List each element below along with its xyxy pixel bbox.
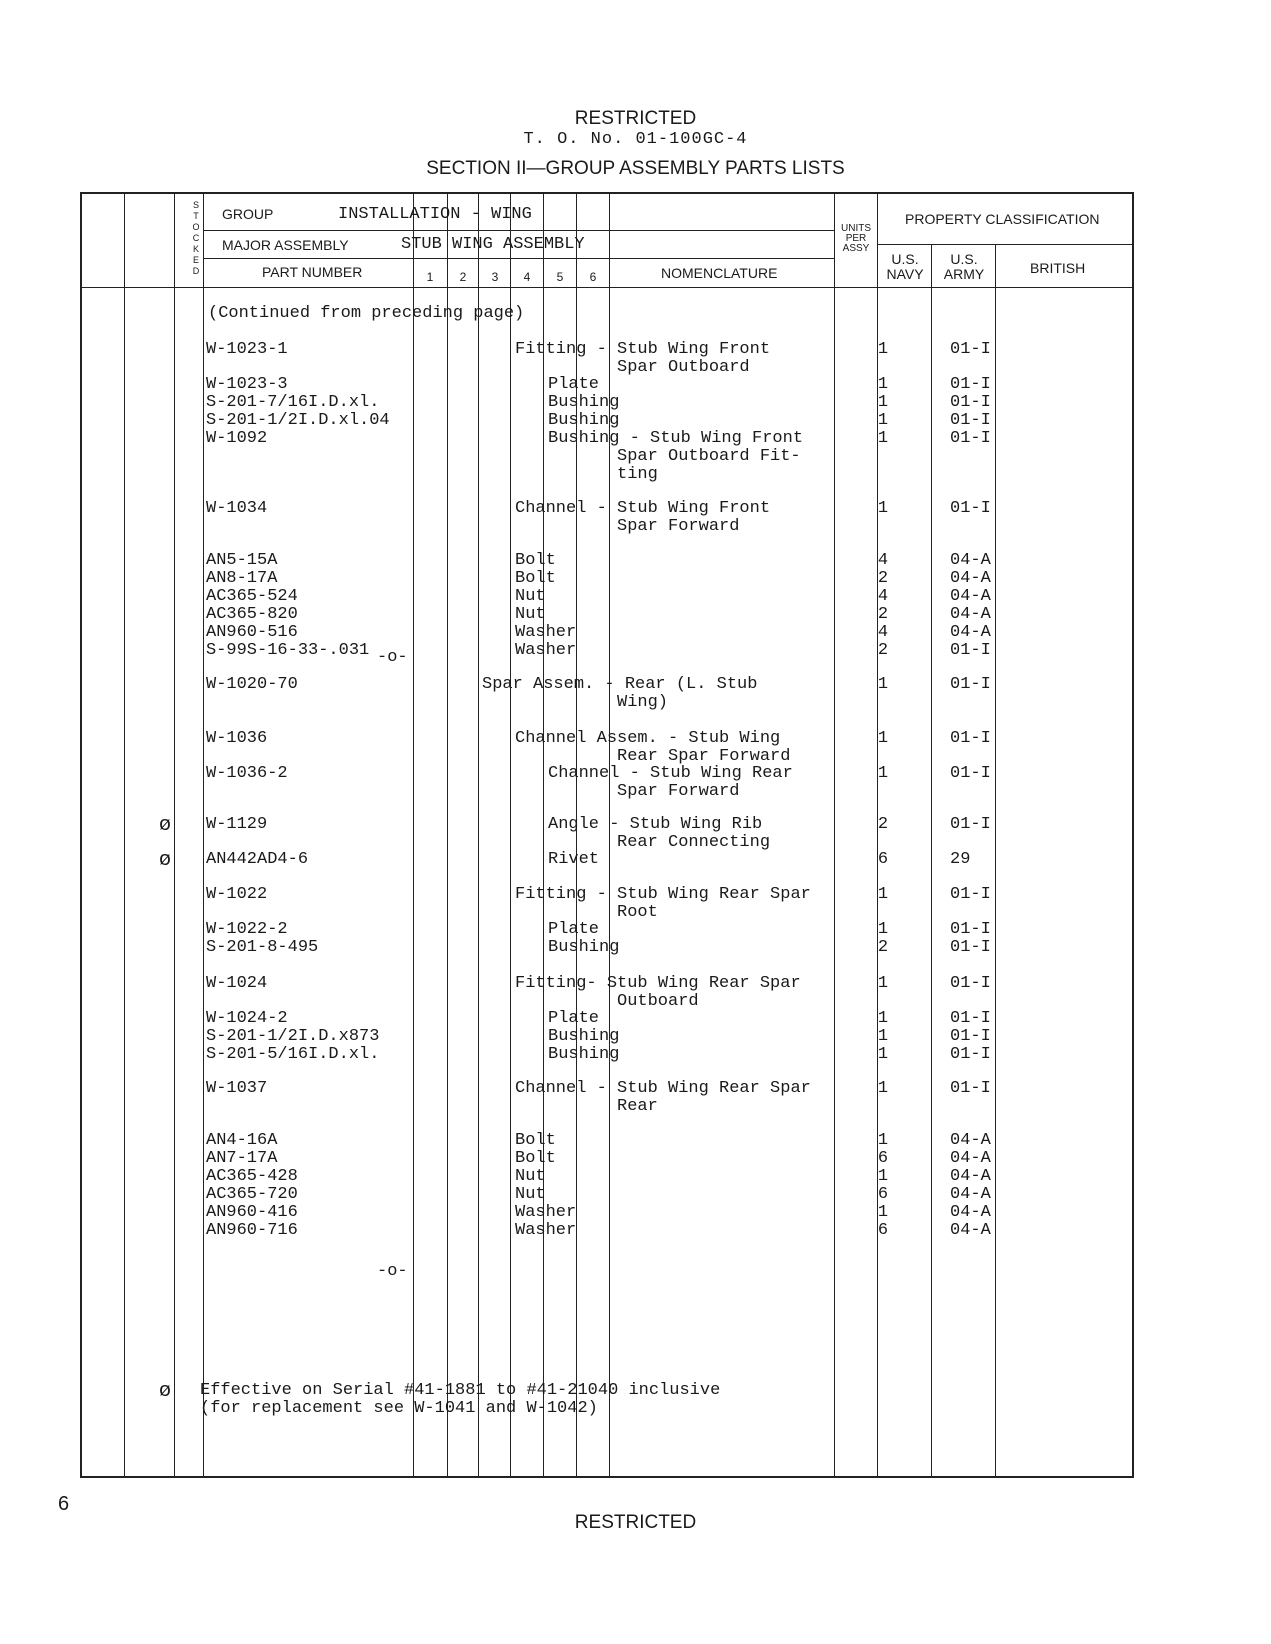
part-number: W-1036 (206, 729, 268, 748)
column-rule (124, 192, 125, 1478)
army-classification: 01-I (950, 1027, 991, 1046)
nomenclature: Bushing - Stub Wing Front (548, 429, 804, 448)
nomenclature: Bushing (548, 1027, 620, 1046)
col-3-header: 3 (491, 270, 499, 284)
part-number: AN7-17A (206, 1149, 278, 1168)
army-classification: 01-I (950, 938, 991, 957)
column-rule (543, 192, 544, 1478)
nomenclature: Channel - Stub Wing Rear (548, 764, 793, 783)
column-rule (510, 192, 511, 1478)
british-header: BRITISH (1030, 260, 1086, 276)
army-classification: 01-I (950, 429, 991, 448)
army-classification: 01-I (950, 375, 991, 394)
units-per-assy: 6 (877, 1221, 889, 1240)
units-per-assy: 1 (877, 1079, 889, 1098)
units-per-assy: 1 (877, 411, 889, 430)
army-classification: 01-I (950, 729, 991, 748)
group-separator: -o- (377, 648, 408, 667)
units-per-assy: 2 (877, 605, 889, 624)
nomenclature-header: NOMENCLATURE (661, 265, 778, 281)
army-classification: 04-A (950, 1149, 991, 1168)
part-number: AN442AD4-6 (206, 850, 309, 869)
army-classification: 04-A (950, 1185, 991, 1204)
nomenclature: Plate (548, 1009, 600, 1028)
army-classification: 04-A (950, 1167, 991, 1186)
army-classification: 01-I (950, 1079, 991, 1098)
army-classification: 04-A (950, 1131, 991, 1150)
part-number: S-201-1/2I.D.x873 (206, 1027, 380, 1046)
nomenclature-continued: Outboard (617, 992, 699, 1011)
column-rule (609, 192, 610, 1478)
army-classification: 01-I (950, 340, 991, 359)
col-4-header: 4 (523, 270, 531, 284)
units-per-assy: 1 (877, 764, 889, 783)
army-classification: 01-I (950, 499, 991, 518)
army-classification: 01-I (950, 1045, 991, 1064)
units-per-assy: 1 (877, 1045, 889, 1064)
nomenclature-continued: Rear Spar Forward (617, 747, 791, 766)
nomenclature: Nut (515, 1185, 546, 1204)
part-number: AN8-17A (206, 569, 278, 588)
us-army-header: U.S. ARMY (943, 251, 985, 282)
part-number: W-1034 (206, 499, 268, 518)
column-rule (413, 192, 414, 1478)
technical-order-number: T. O. No. 01-100GC-4 (523, 130, 748, 149)
nomenclature-continued: Spar Outboard (617, 358, 750, 377)
units-per-assy: 1 (877, 375, 889, 394)
units-per-assy: 1 (877, 675, 889, 694)
part-number: AN960-716 (206, 1221, 298, 1240)
units-per-assy: 2 (877, 815, 889, 834)
header-rule (877, 244, 1134, 245)
column-rule (931, 244, 932, 1478)
part-number: S-201-1/2I.D.xl.04 (206, 411, 390, 430)
nomenclature: Bolt (515, 1149, 556, 1168)
army-classification: 04-A (950, 569, 991, 588)
nomenclature: Fitting - Stub Wing Front (515, 340, 771, 359)
army-classification: 04-A (950, 605, 991, 624)
group-label: GROUP (222, 206, 274, 222)
nomenclature: Plate (548, 920, 600, 939)
header-rule (80, 287, 1134, 288)
army-classification: 01-I (950, 815, 991, 834)
column-rule (834, 192, 835, 1478)
nomenclature: Bolt (515, 551, 556, 570)
part-number: W-1024 (206, 974, 268, 993)
part-number: AN960-516 (206, 623, 298, 642)
units-per-assy: 4 (877, 551, 889, 570)
revision-mark: ø (159, 814, 172, 837)
part-number: S-201-7/16I.D.xl. (206, 393, 380, 412)
footnote-line-1: Effective on Serial #41-1881 to #41-21040 inclusive (200, 1381, 721, 1400)
units-per-assy: 1 (877, 1131, 889, 1150)
units-per-assy: 1 (877, 340, 889, 359)
army-classification: 01-I (950, 641, 991, 660)
part-number: W-1023-1 (206, 340, 288, 359)
nomenclature: Rivet (548, 850, 600, 869)
army-classification: 01-I (950, 393, 991, 412)
nomenclature: Plate (548, 375, 600, 394)
nomenclature: Washer (515, 623, 577, 642)
restricted-footer: RESTRICTED (574, 1512, 697, 1533)
nomenclature: Nut (515, 587, 546, 606)
army-classification: 01-I (950, 764, 991, 783)
nomenclature: Bushing (548, 938, 620, 957)
section-title: SECTION II—GROUP ASSEMBLY PARTS LISTS (426, 158, 845, 179)
stocked-column-label: S T O C K E D (192, 200, 200, 276)
column-rule (174, 192, 175, 1478)
units-per-assy: 1 (877, 885, 889, 904)
army-classification: 29 (950, 850, 971, 869)
nomenclature: Nut (515, 605, 546, 624)
nomenclature: Nut (515, 1167, 546, 1186)
column-rule (203, 192, 204, 1478)
part-number: W-1022-2 (206, 920, 288, 939)
units-per-assy: 1 (877, 1009, 889, 1028)
nomenclature: Bolt (515, 569, 556, 588)
nomenclature: Bolt (515, 1131, 556, 1150)
restricted-heading: RESTRICTED (574, 108, 697, 129)
nomenclature: Washer (515, 641, 577, 660)
units-per-assy: 1 (877, 974, 889, 993)
part-number: W-1022 (206, 885, 268, 904)
continued-note: (Continued from preceding page) (208, 304, 525, 323)
units-per-assy: 1 (877, 1027, 889, 1046)
col-6-header: 6 (589, 270, 597, 284)
part-number: AN4-16A (206, 1131, 278, 1150)
nomenclature-continued: Rear Connecting (617, 833, 771, 852)
nomenclature: Washer (515, 1221, 577, 1240)
units-per-assy: 4 (877, 623, 889, 642)
nomenclature: Washer (515, 1203, 577, 1222)
nomenclature-continued: Spar Outboard Fit- (617, 447, 801, 466)
army-classification: 04-A (950, 551, 991, 570)
part-number: W-1020-70 (206, 675, 298, 694)
col-5-header: 5 (556, 270, 564, 284)
units-per-assy: 6 (877, 1149, 889, 1168)
footnote-mark: ø (159, 1380, 172, 1403)
part-number: S-99S-16-33-.031 (206, 641, 370, 660)
nomenclature-continued: Root (617, 903, 658, 922)
army-classification: 01-I (950, 920, 991, 939)
nomenclature: Fitting- Stub Wing Rear Spar (515, 974, 801, 993)
army-classification: 04-A (950, 1203, 991, 1222)
units-per-assy: 2 (877, 938, 889, 957)
page-number: 6 (58, 1493, 70, 1515)
nomenclature: Channel Assem. - Stub Wing (515, 729, 781, 748)
part-number: AC365-820 (206, 605, 298, 624)
army-classification: 04-A (950, 1221, 991, 1240)
units-per-assy-header: UNITS PER ASSY (841, 223, 871, 254)
header-rule (203, 230, 834, 231)
nomenclature: Spar Assem. - Rear (L. Stub (482, 675, 758, 694)
units-per-assy: 2 (877, 641, 889, 660)
col-1-header: 1 (426, 270, 434, 284)
major-assembly-label: MAJOR ASSEMBLY (222, 237, 349, 253)
part-number: W-1036-2 (206, 764, 288, 783)
revision-mark: ø (159, 849, 172, 872)
part-number: W-1129 (206, 815, 268, 834)
army-classification: 01-I (950, 1009, 991, 1028)
part-number: AN960-416 (206, 1203, 298, 1222)
units-per-assy: 1 (877, 393, 889, 412)
army-classification: 01-I (950, 675, 991, 694)
nomenclature: Channel - Stub Wing Rear Spar (515, 1079, 811, 1098)
column-rule (478, 192, 479, 1478)
nomenclature: Fitting - Stub Wing Rear Spar (515, 885, 811, 904)
nomenclature-continued: Spar Forward (617, 517, 740, 536)
part-number: AC365-720 (206, 1185, 298, 1204)
nomenclature: Bushing (548, 411, 620, 430)
group-value: INSTALLATION - WING (338, 205, 532, 224)
units-per-assy: 1 (877, 920, 889, 939)
column-rule (447, 192, 448, 1478)
part-number-header: PART NUMBER (262, 264, 363, 280)
units-per-assy: 1 (877, 729, 889, 748)
part-number: W-1037 (206, 1079, 268, 1098)
units-per-assy: 4 (877, 587, 889, 606)
nomenclature-continued: Spar Forward (617, 782, 740, 801)
army-classification: 01-I (950, 885, 991, 904)
units-per-assy: 1 (877, 1203, 889, 1222)
units-per-assy: 1 (877, 499, 889, 518)
us-navy-header: U.S. NAVY (886, 251, 924, 282)
army-classification: 04-A (950, 623, 991, 642)
part-number: W-1092 (206, 429, 268, 448)
nomenclature: Channel - Stub Wing Front (515, 499, 771, 518)
nomenclature: Bushing (548, 393, 620, 412)
group-separator: -o- (377, 1262, 408, 1281)
header-rule (203, 258, 834, 259)
units-per-assy: 6 (877, 1185, 889, 1204)
part-number: W-1023-3 (206, 375, 288, 394)
nomenclature: Angle - Stub Wing Rib (548, 815, 763, 834)
part-number: AC365-428 (206, 1167, 298, 1186)
units-per-assy: 1 (877, 1167, 889, 1186)
property-classification-header: PROPERTY CLASSIFICATION (905, 211, 1100, 227)
column-rule (995, 244, 996, 1478)
part-number: AN5-15A (206, 551, 278, 570)
part-number: W-1024-2 (206, 1009, 288, 1028)
army-classification: 01-I (950, 411, 991, 430)
part-number: S-201-5/16I.D.xl. (206, 1045, 380, 1064)
part-number: AC365-524 (206, 587, 298, 606)
nomenclature-continued: ting (617, 465, 658, 484)
footnote-line-2: (for replacement see W-1041 and W-1042) (200, 1399, 598, 1418)
part-number: S-201-8-495 (206, 938, 319, 957)
nomenclature-continued: Wing) (617, 693, 669, 712)
army-classification: 04-A (950, 587, 991, 606)
units-per-assy: 2 (877, 569, 889, 588)
nomenclature-continued: Rear (617, 1097, 658, 1116)
units-per-assy: 1 (877, 429, 889, 448)
army-classification: 01-I (950, 974, 991, 993)
col-2-header: 2 (459, 270, 467, 284)
units-per-assy: 6 (877, 850, 889, 869)
major-assembly-value: STUB WING ASSEMBLY (401, 235, 585, 254)
nomenclature: Bushing (548, 1045, 620, 1064)
